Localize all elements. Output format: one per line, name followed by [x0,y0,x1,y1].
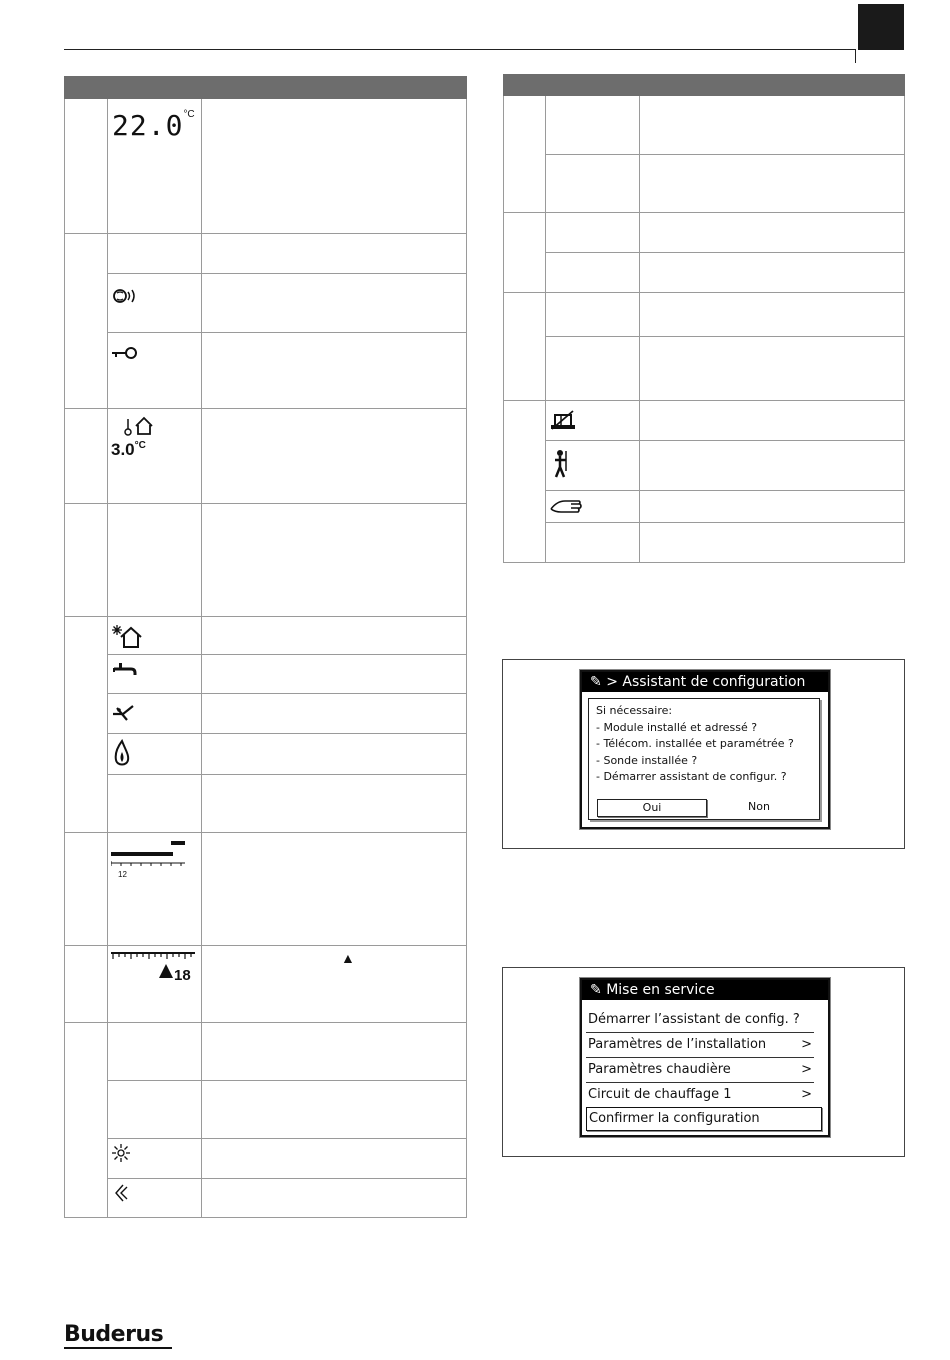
no-button-label: Non [748,800,770,813]
yes-button[interactable] [597,799,707,817]
description-cell [202,833,467,946]
chevron-right-icon: > [801,1087,812,1102]
description-cell [202,775,467,833]
chevron-right-icon: > [801,1037,812,1052]
time-program-bar-icon [111,841,191,871]
key-lock-icon [111,345,141,361]
menu-item-confirm-configuration[interactable] [586,1107,822,1131]
symbol-cell [546,293,640,337]
symbol-cell [108,694,202,734]
chevron-right-icon: > [801,1062,812,1077]
buderus-logo: Buderus [64,1322,164,1347]
menu-item-label: Confirmer la configuration [589,1111,760,1126]
header-rule [64,49,856,50]
description-cell [202,99,467,234]
symbol-cell [108,833,202,946]
description-cell [640,293,905,337]
menu-item-label: Paramètres de l’installation [588,1037,767,1052]
description-cell [640,155,905,213]
service-wrench-icon: ✎ [590,982,602,998]
symbol-cell [108,1081,202,1139]
symbol-cell [546,253,640,293]
symbol-cell [108,1139,202,1179]
description-cell [640,401,905,441]
item-number-cell [65,833,108,946]
description-cell [202,1081,467,1139]
screen-title-bar [582,672,828,692]
description-cell [640,441,905,491]
dialog-line: - Module installé et adressé ? [596,720,758,734]
description-cell [640,523,905,563]
symbol-cell [546,523,640,563]
radio-signal-icon [111,286,141,306]
no-button[interactable] [709,799,809,815]
outdoor-temperature-value: 3.0 [111,440,135,459]
description-cell [202,504,467,617]
room-temperature-display: 22.0 [112,109,184,142]
screen-title: Mise en service [606,982,715,998]
symbol-cell [108,775,202,833]
header-cell [108,77,202,99]
description-cell [202,1139,467,1179]
config-assistant-screen [580,670,830,829]
symbol-cell [108,234,202,274]
symbol-cell [108,617,202,655]
item-number-cell [504,213,546,293]
item-number-cell [65,946,108,1023]
menu-item-label: Démarrer l’assistant de config. ? [588,1012,800,1027]
yes-button-label: Oui [642,801,662,814]
header-rule-tick [855,49,856,63]
description-cell [640,96,905,155]
item-number-cell [65,99,108,234]
symbol-cell [546,96,640,155]
night-setback-icon [111,702,141,724]
service-wrench-icon: ✎ [590,674,602,690]
symbol-cell [546,491,640,523]
description-cell [202,617,467,655]
symbol-cell [108,734,202,775]
screed-drying-icon [549,409,577,431]
symbol-cell [108,409,202,504]
triangle-marker-glyph: ▲ [341,950,355,966]
item-number-cell [65,1023,108,1218]
chimney-sweep-icon [551,449,571,479]
header-cell [202,77,467,99]
symbol-cell [108,504,202,617]
dialog-line: - Sonde installée ? [596,753,698,767]
symbol-cell [108,1179,202,1218]
logo-underline [64,1347,172,1349]
item-number-cell [65,504,108,617]
header-cell [65,77,108,99]
description-cell [202,1179,467,1218]
menu-item-start-assistant[interactable] [586,1008,814,1033]
symbol-cell [546,401,640,441]
item-number-cell [65,234,108,409]
symbol-cell [108,99,202,234]
dialog-line: - Télécom. installée et paramétrée ? [596,737,794,750]
sun-brightness-icon [111,1143,131,1163]
back-chevron-icon [113,1183,129,1203]
symbol-cell [546,441,640,491]
description-cell [202,1023,467,1081]
burner-flame-icon [112,739,132,769]
left-symbol-table [64,76,467,1218]
screen-title: > Assistant de configuration [606,674,806,690]
ruler-digit-label: 18 [174,967,191,984]
symbol-cell [108,274,202,333]
frost-protection-icon [111,623,145,649]
item-number-cell [504,96,546,213]
hot-water-tap-icon [111,661,141,683]
description-cell [202,946,467,1023]
description-cell [202,734,467,775]
description-cell [640,253,905,293]
commissioning-menu-screen [580,978,830,1137]
manual-mode-hand-icon [549,495,585,517]
description-cell [640,491,905,523]
menu-item-installation-parameters[interactable] [586,1033,814,1058]
item-number-cell [504,401,546,563]
description-cell [202,274,467,333]
header-cell [640,75,905,96]
screen-title-bar [582,980,828,1000]
header-cell [546,75,640,96]
menu-item-heating-circuit-1[interactable] [586,1083,814,1108]
description-cell [202,655,467,694]
description-cell [202,234,467,274]
outdoor-temperature-icon [122,415,162,437]
chapter-tab-block [858,4,904,50]
symbol-cell [546,155,640,213]
right-symbol-table [503,74,905,563]
item-number-cell [65,409,108,504]
outdoor-temperature-unit: °C [134,440,146,451]
symbol-cell [108,946,202,1023]
description-cell [640,337,905,401]
item-number-cell [504,293,546,401]
symbol-cell [546,337,640,401]
description-cell [202,333,467,409]
temperature-unit: °C [183,109,195,120]
timeline-hour-label: 12 [118,870,127,879]
item-number-cell [65,617,108,833]
symbol-cell [108,1023,202,1081]
dialog-line: Si nécessaire: [596,704,673,717]
header-cell [504,75,546,96]
symbol-cell [108,333,202,409]
description-cell [202,694,467,734]
menu-item-label: Paramètres chaudière [588,1062,731,1077]
description-cell [202,409,467,504]
symbol-cell [108,655,202,694]
description-cell [640,213,905,253]
menu-item-boiler-parameters[interactable] [586,1058,814,1083]
menu-item-label: Circuit de chauffage 1 [588,1087,732,1102]
dialog-box [588,698,820,820]
dialog-line: - Démarrer assistant de configur. ? [596,770,787,783]
symbol-cell [546,213,640,253]
